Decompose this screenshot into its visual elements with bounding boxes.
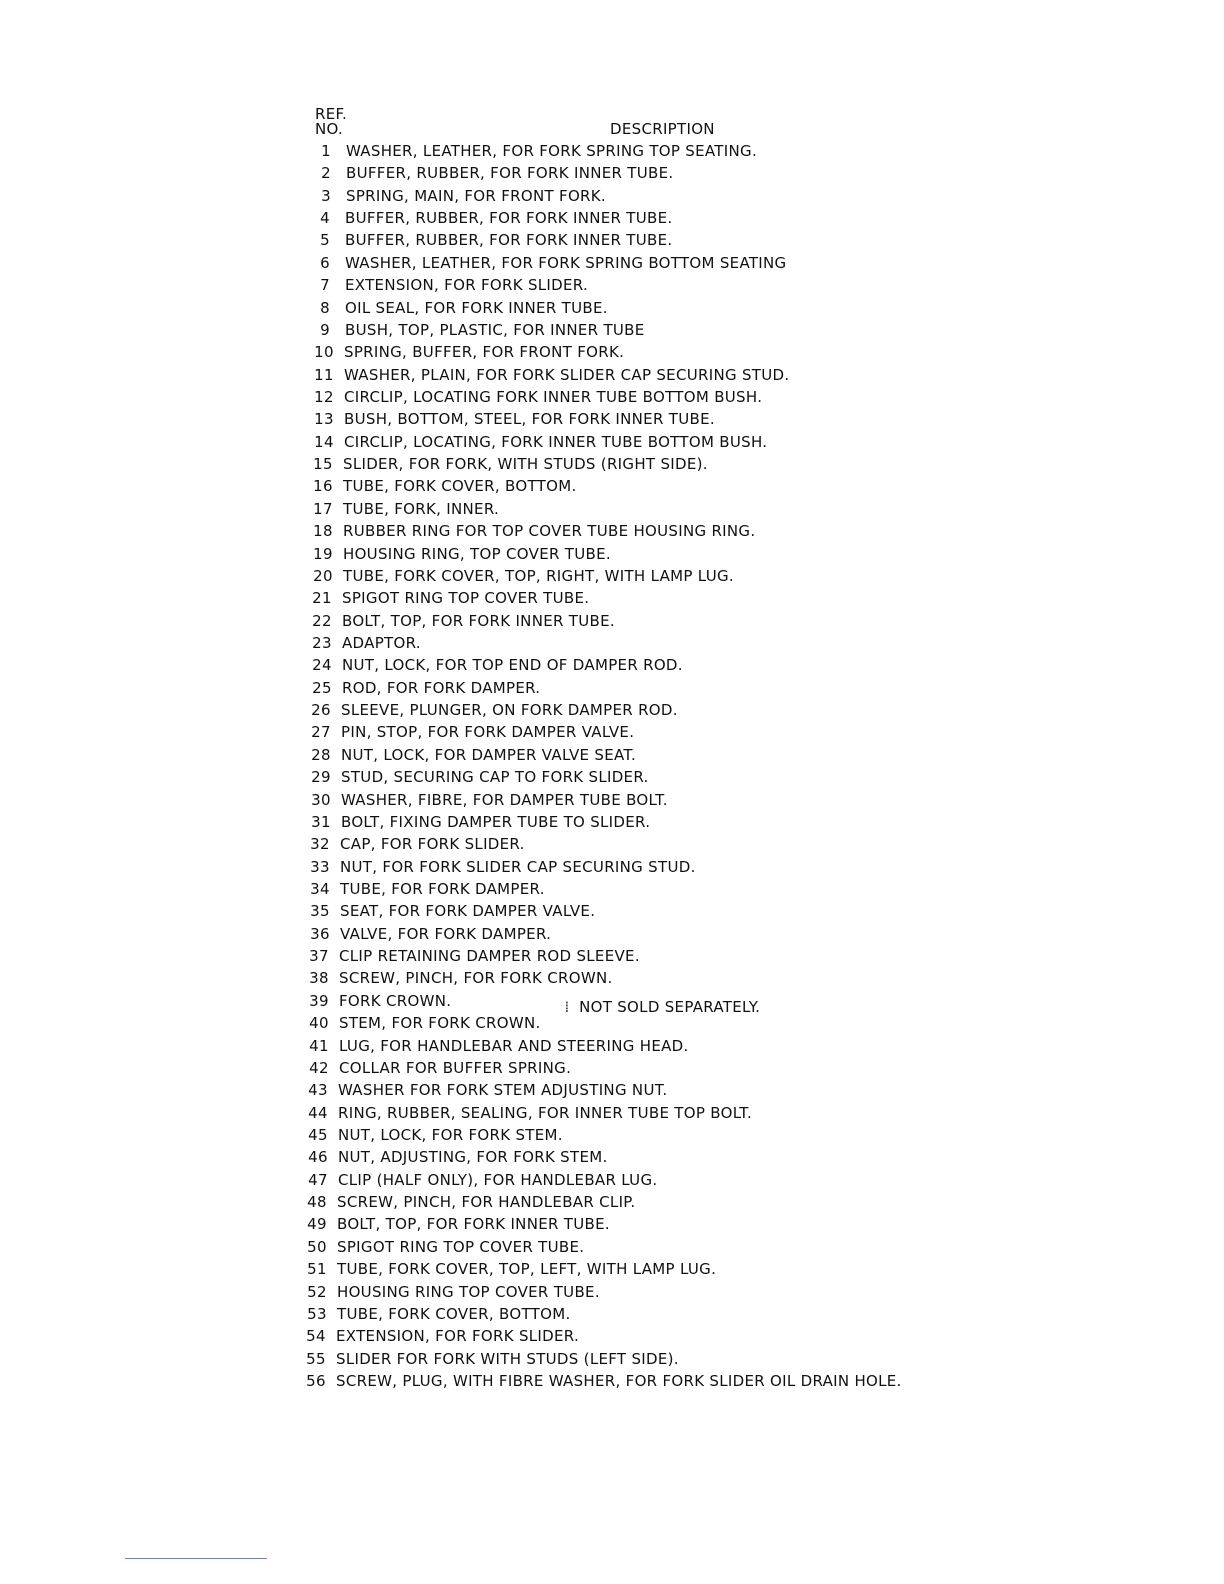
ref-number: 50 bbox=[307, 1238, 327, 1256]
list-item bbox=[309, 230, 672, 250]
ref-number: 2 bbox=[321, 164, 331, 182]
list-item bbox=[307, 544, 611, 564]
ref-number: 5 bbox=[320, 231, 330, 249]
list-item bbox=[306, 588, 589, 608]
ref-number: 40 bbox=[309, 1014, 329, 1032]
ref-number: 9 bbox=[320, 321, 330, 339]
list-item bbox=[301, 1282, 600, 1302]
list-item bbox=[309, 253, 786, 273]
part-description: WASHER, LEATHER, FOR FORK SPRING TOP SEATING. bbox=[346, 142, 758, 160]
part-description: SEAT, FOR FORK DAMPER VALVE. bbox=[340, 902, 596, 920]
ref-number: 39 bbox=[309, 992, 329, 1010]
part-description: TUBE, FORK COVER, TOP, RIGHT, WITH LAMP LUG. bbox=[343, 567, 734, 585]
part-description: BUFFER, RUBBER, FOR FORK INNER TUBE. bbox=[346, 164, 674, 182]
list-item bbox=[303, 991, 451, 1011]
list-item bbox=[309, 298, 608, 318]
list-item bbox=[302, 1170, 657, 1190]
ref-number: 16 bbox=[313, 477, 333, 495]
brace-mark: ⁞ bbox=[564, 998, 570, 1016]
list-item bbox=[305, 812, 650, 832]
part-description: TUBE, FORK, INNER. bbox=[343, 500, 500, 518]
list-item bbox=[304, 901, 595, 921]
part-description: CLIP RETAINING DAMPER ROD SLEEVE. bbox=[339, 947, 640, 965]
list-item bbox=[306, 678, 540, 698]
ref-number: 36 bbox=[310, 925, 330, 943]
list-item bbox=[304, 834, 525, 854]
part-description: TUBE, FORK COVER, TOP, LEFT, WITH LAMP LUG. bbox=[337, 1260, 717, 1278]
list-item bbox=[308, 409, 715, 429]
part-description: BUSH, TOP, PLASTIC, FOR INNER TUBE bbox=[345, 321, 645, 339]
part-description: ADAPTOR. bbox=[342, 634, 421, 652]
list-item bbox=[304, 879, 545, 899]
ref-number: 6 bbox=[320, 254, 330, 272]
part-description: OIL SEAL, FOR FORK INNER TUBE. bbox=[345, 299, 608, 317]
ref-number: 31 bbox=[311, 813, 331, 831]
list-item bbox=[300, 1349, 679, 1369]
part-description: TUBE, FORK COVER, BOTTOM. bbox=[337, 1305, 571, 1323]
part-description: FORK CROWN. bbox=[339, 992, 452, 1010]
list-item bbox=[308, 387, 762, 407]
ref-column-header-line1: REF. bbox=[315, 105, 348, 123]
ref-number: 56 bbox=[306, 1372, 326, 1390]
list-item bbox=[302, 1080, 667, 1100]
part-description: SLIDER, FOR FORK, WITH STUDS (RIGHT SIDE). bbox=[343, 455, 708, 473]
part-description: VALVE, FOR FORK DAMPER. bbox=[340, 925, 552, 943]
part-description: BOLT, FIXING DAMPER TUBE TO SLIDER. bbox=[341, 813, 651, 831]
part-description: CIRCLIP, LOCATING, FORK INNER TUBE BOTTOM BUSH. bbox=[344, 433, 768, 451]
part-description: TUBE, FOR FORK DAMPER. bbox=[340, 880, 545, 898]
list-item bbox=[306, 633, 421, 653]
part-description: COLLAR FOR BUFFER SPRING. bbox=[339, 1059, 572, 1077]
ref-number: 55 bbox=[306, 1350, 326, 1368]
list-item bbox=[301, 1214, 610, 1234]
list-item bbox=[301, 1192, 635, 1212]
part-description: BUFFER, RUBBER, FOR FORK INNER TUBE. bbox=[345, 209, 673, 227]
ref-number: 33 bbox=[310, 858, 330, 876]
list-item bbox=[304, 924, 551, 944]
ref-number: 28 bbox=[311, 746, 331, 764]
list-item bbox=[310, 163, 673, 183]
part-description: WASHER FOR FORK STEM ADJUSTING NUT. bbox=[338, 1081, 668, 1099]
ref-number: 10 bbox=[314, 343, 334, 361]
part-description: EXTENSION, FOR FORK SLIDER. bbox=[345, 276, 589, 294]
ref-number: 15 bbox=[313, 455, 333, 473]
list-item bbox=[302, 1125, 563, 1145]
ref-number: 47 bbox=[308, 1171, 328, 1189]
list-item bbox=[300, 1326, 579, 1346]
list-item bbox=[308, 432, 767, 452]
list-item bbox=[301, 1304, 571, 1324]
list-item bbox=[307, 499, 499, 519]
list-item bbox=[305, 700, 678, 720]
list-item bbox=[308, 365, 789, 385]
ref-number: 20 bbox=[313, 567, 333, 585]
part-description: SLEEVE, PLUNGER, ON FORK DAMPER ROD. bbox=[341, 701, 678, 719]
ref-number: 8 bbox=[320, 299, 330, 317]
ref-number: 24 bbox=[312, 656, 332, 674]
list-item bbox=[301, 1237, 584, 1257]
ref-number: 11 bbox=[314, 366, 334, 384]
ref-number: 3 bbox=[321, 187, 331, 205]
ref-number: 43 bbox=[308, 1081, 328, 1099]
ref-number: 46 bbox=[308, 1148, 328, 1166]
part-description: STEM, FOR FORK CROWN. bbox=[339, 1014, 541, 1032]
ref-number: 12 bbox=[314, 388, 334, 406]
part-description: BUFFER, RUBBER, FOR FORK INNER TUBE. bbox=[345, 231, 673, 249]
part-description: SCREW, PLUG, WITH FIBRE WASHER, FOR FORK SLIDER OIL DRAIN HOLE. bbox=[336, 1372, 902, 1390]
part-description: BUSH, BOTTOM, STEEL, FOR FORK INNER TUBE. bbox=[344, 410, 715, 428]
list-item bbox=[303, 1058, 571, 1078]
list-item bbox=[304, 857, 696, 877]
list-item bbox=[308, 342, 624, 362]
description-column-header: DESCRIPTION bbox=[610, 120, 715, 138]
ref-number: 53 bbox=[307, 1305, 327, 1323]
part-description: SCREW, PINCH, FOR HANDLEBAR CLIP. bbox=[337, 1193, 636, 1211]
ref-number: 13 bbox=[314, 410, 334, 428]
part-description: BOLT, TOP, FOR FORK INNER TUBE. bbox=[342, 612, 615, 630]
part-description: PIN, STOP, FOR FORK DAMPER VALVE. bbox=[341, 723, 635, 741]
list-item bbox=[307, 476, 577, 496]
ref-number: 29 bbox=[311, 768, 331, 786]
list-item bbox=[307, 454, 708, 474]
list-item bbox=[305, 745, 636, 765]
part-description: SPIGOT RING TOP COVER TUBE. bbox=[337, 1238, 585, 1256]
list-item bbox=[310, 186, 606, 206]
part-description: RUBBER RING FOR TOP COVER TUBE HOUSING RING. bbox=[343, 522, 756, 540]
ref-column-header-line2: NO. bbox=[315, 120, 344, 138]
part-description: SPIGOT RING TOP COVER TUBE. bbox=[342, 589, 590, 607]
part-description: CIRCLIP, LOCATING FORK INNER TUBE BOTTOM BUSH. bbox=[344, 388, 763, 406]
ref-number: 1 bbox=[321, 142, 331, 160]
ref-number: 18 bbox=[313, 522, 333, 540]
list-item bbox=[306, 611, 615, 631]
ref-number: 54 bbox=[306, 1327, 326, 1345]
part-description: HOUSING RING TOP COVER TUBE. bbox=[337, 1283, 600, 1301]
ref-number: 7 bbox=[320, 276, 330, 294]
not-sold-separately-note bbox=[560, 998, 760, 1016]
list-item bbox=[307, 566, 734, 586]
ref-number: 14 bbox=[314, 433, 334, 451]
part-description: SCREW, PINCH, FOR FORK CROWN. bbox=[339, 969, 613, 987]
ref-number: 49 bbox=[307, 1215, 327, 1233]
footer-rule bbox=[125, 1558, 267, 1559]
list-item bbox=[306, 655, 683, 675]
ref-number: 17 bbox=[313, 500, 333, 518]
part-description: NUT, LOCK, FOR TOP END OF DAMPER ROD. bbox=[342, 656, 683, 674]
ref-number: 32 bbox=[310, 835, 330, 853]
ref-number: 44 bbox=[308, 1104, 328, 1122]
part-description: NUT, ADJUSTING, FOR FORK STEM. bbox=[338, 1148, 608, 1166]
list-item bbox=[303, 1036, 689, 1056]
list-item bbox=[309, 320, 645, 340]
part-description: NUT, FOR FORK SLIDER CAP SECURING STUD. bbox=[340, 858, 696, 876]
list-item bbox=[300, 1371, 902, 1391]
part-description: EXTENSION, FOR FORK SLIDER. bbox=[336, 1327, 580, 1345]
part-description: TUBE, FORK COVER, BOTTOM. bbox=[343, 477, 577, 495]
ref-number: 23 bbox=[312, 634, 332, 652]
list-item bbox=[305, 767, 649, 787]
ref-number: 34 bbox=[310, 880, 330, 898]
part-description: NUT, LOCK, FOR DAMPER VALVE SEAT. bbox=[341, 746, 637, 764]
ref-number: 25 bbox=[312, 679, 332, 697]
ref-number: 42 bbox=[309, 1059, 329, 1077]
ref-number: 27 bbox=[311, 723, 331, 741]
part-description: CLIP (HALF ONLY), FOR HANDLEBAR LUG. bbox=[338, 1171, 658, 1189]
ref-number: 22 bbox=[312, 612, 332, 630]
part-description: CAP, FOR FORK SLIDER. bbox=[340, 835, 525, 853]
ref-number: 21 bbox=[312, 589, 332, 607]
part-description: HOUSING RING, TOP COVER TUBE. bbox=[343, 545, 611, 563]
list-item bbox=[310, 141, 757, 161]
list-item bbox=[303, 946, 640, 966]
part-description: WASHER, FIBRE, FOR DAMPER TUBE BOLT. bbox=[341, 791, 668, 809]
ref-number: 19 bbox=[313, 545, 333, 563]
ref-number: 45 bbox=[308, 1126, 328, 1144]
part-description: RING, RUBBER, SEALING, FOR INNER TUBE TOP BOLT. bbox=[338, 1104, 753, 1122]
ref-number: 38 bbox=[309, 969, 329, 987]
part-description: SPRING, BUFFER, FOR FRONT FORK. bbox=[344, 343, 625, 361]
ref-number: 26 bbox=[311, 701, 331, 719]
part-description: SPRING, MAIN, FOR FRONT FORK. bbox=[346, 187, 606, 205]
list-item bbox=[303, 1013, 541, 1033]
part-description: WASHER, LEATHER, FOR FORK SPRING BOTTOM SEATING bbox=[345, 254, 787, 272]
list-item bbox=[301, 1259, 716, 1279]
part-description: WASHER, PLAIN, FOR FORK SLIDER CAP SECURING STUD. bbox=[344, 366, 790, 384]
list-item bbox=[305, 790, 668, 810]
list-item bbox=[302, 1147, 608, 1167]
ref-number: 4 bbox=[320, 209, 330, 227]
ref-number: 52 bbox=[307, 1283, 327, 1301]
ref-number: 48 bbox=[307, 1193, 327, 1211]
part-description: LUG, FOR HANDLEBAR AND STEERING HEAD. bbox=[339, 1037, 689, 1055]
note-text: NOT SOLD SEPARATELY. bbox=[579, 998, 761, 1016]
list-item bbox=[309, 208, 672, 228]
ref-number: 41 bbox=[309, 1037, 329, 1055]
list-item bbox=[303, 968, 613, 988]
list-item bbox=[307, 521, 755, 541]
part-description: SLIDER FOR FORK WITH STUDS (LEFT SIDE). bbox=[336, 1350, 679, 1368]
part-description: ROD, FOR FORK DAMPER. bbox=[342, 679, 541, 697]
ref-number: 30 bbox=[311, 791, 331, 809]
list-item bbox=[305, 722, 634, 742]
list-item bbox=[302, 1103, 752, 1123]
ref-number: 35 bbox=[310, 902, 330, 920]
part-description: NUT, LOCK, FOR FORK STEM. bbox=[338, 1126, 563, 1144]
part-description: BOLT, TOP, FOR FORK INNER TUBE. bbox=[337, 1215, 610, 1233]
ref-number: 37 bbox=[309, 947, 329, 965]
list-item bbox=[309, 275, 588, 295]
part-description: STUD, SECURING CAP TO FORK SLIDER. bbox=[341, 768, 649, 786]
ref-number: 51 bbox=[307, 1260, 327, 1278]
